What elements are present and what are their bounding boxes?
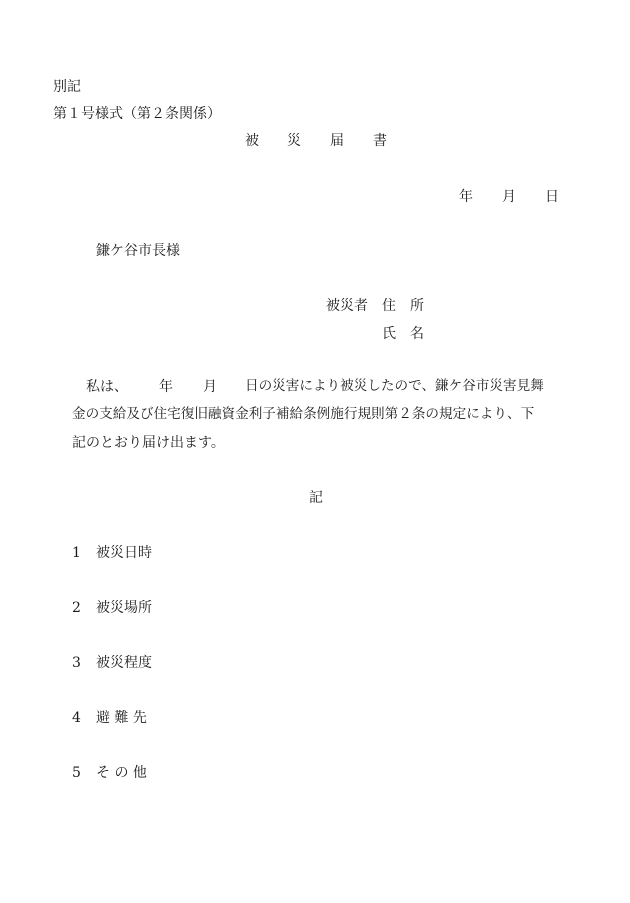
address-label-char: 所 — [410, 298, 424, 314]
item-label: 避 難 先 — [96, 710, 147, 726]
addressee: 鎌ケ谷市長様 — [96, 243, 180, 259]
item-label: 被災場所 — [96, 600, 152, 616]
body-line1-month: 月 — [203, 379, 217, 395]
item-number: 3 — [72, 655, 81, 671]
item-number: 4 — [72, 710, 81, 726]
item-number: 5 — [72, 765, 81, 781]
title-char: 災 — [287, 133, 301, 149]
body-line1-rest: 日の災害により被災したので、鎌ケ谷市災害見舞 — [245, 378, 544, 394]
ki-heading: 記 — [309, 490, 323, 506]
item-number: 2 — [72, 600, 81, 616]
date-day: 日 — [545, 189, 559, 205]
body-line2: 金の支給及び住宅復旧融資金利子補給条例施行規則第２条の規定により、下 — [72, 406, 535, 422]
applicant-heading: 被災者 — [326, 298, 368, 314]
date-year: 年 — [459, 189, 473, 205]
name-label-char: 名 — [410, 326, 424, 342]
item-number: 1 — [72, 545, 81, 561]
appendix-label: 別記 — [53, 79, 81, 95]
name-label-char: 氏 — [382, 326, 396, 342]
address-label-char: 住 — [382, 298, 396, 314]
title-char: 届 — [330, 133, 344, 149]
item-label: そ の 他 — [96, 765, 147, 781]
body-line1-year: 年 — [159, 379, 173, 395]
body-line1-start: 私は、 — [86, 379, 128, 395]
item-label: 被災日時 — [96, 545, 152, 561]
title-char: 書 — [373, 133, 387, 149]
body-line3: 記のとおり届け出ます。 — [72, 435, 225, 451]
date-month: 月 — [502, 189, 516, 205]
item-label: 被災程度 — [96, 655, 152, 671]
form-label: 第１号様式（第２条関係） — [53, 106, 221, 122]
title-char: 被 — [245, 133, 259, 149]
